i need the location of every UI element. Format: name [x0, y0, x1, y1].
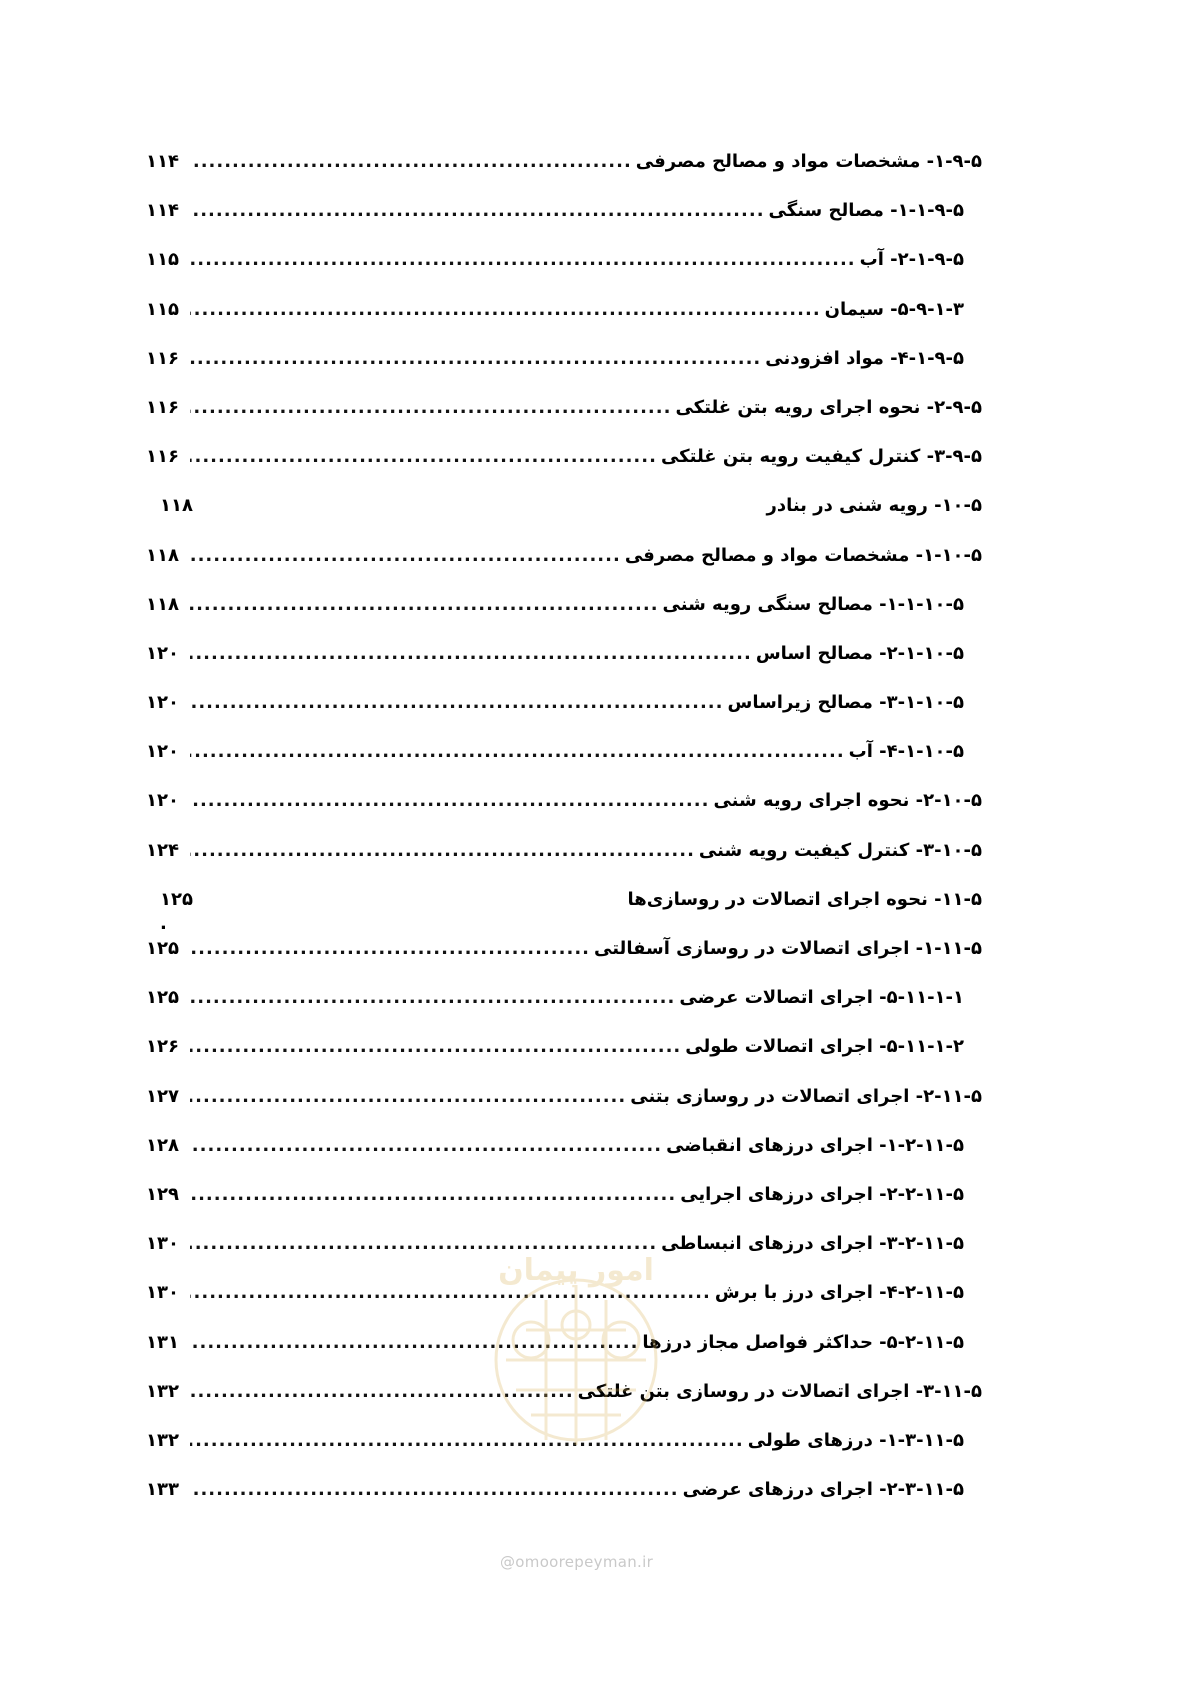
- toc-entry[interactable]: [146, 494, 982, 543]
- toc-entry-title: ۳-۱-۱۰-۵- مصالح زیراساس: [727, 692, 964, 714]
- toc-entry-title: ۱۱-۵- نحوه اجرای اتصالات در روسازی‌ها: [627, 888, 982, 910]
- toc-dot-leader: [190, 642, 752, 666]
- toc-entry-page-number: ۱۳۲: [146, 1429, 179, 1451]
- toc-entry[interactable]: [146, 789, 982, 838]
- toc-entry-title: ۲-۲-۱۱-۵- اجرای درزهای اجرایی: [680, 1183, 964, 1205]
- toc-dot-leader: [190, 1183, 676, 1207]
- toc-dot-leader: [190, 839, 695, 863]
- toc-entry[interactable]: [146, 1478, 982, 1527]
- toc-entry-title: ۵-۱۱-۱-۱- اجرای اتصالات عرضی: [679, 987, 964, 1009]
- toc-entry[interactable]: [146, 888, 982, 937]
- toc-entry-title: ۲-۹-۵- نحوه اجرای رویه بتن غلتکی: [675, 396, 982, 418]
- toc-entry[interactable]: [146, 248, 982, 297]
- toc-entry-title: ۱-۱-۹-۵- مصالح سنگی: [768, 200, 964, 222]
- watermark-url: @omoorepeyman.ir: [500, 1553, 654, 1571]
- toc-dot-leader: [190, 1134, 662, 1158]
- toc-entry-title: ۴-۱-۱۰-۵- آب: [848, 741, 964, 763]
- toc-entry-title: ۱-۳-۱۱-۵- درزهای طولی: [747, 1429, 964, 1451]
- toc-entry-page-number: ۱۲۵ .: [160, 888, 193, 934]
- toc-entry[interactable]: [146, 740, 982, 789]
- toc-entry-page-number: ۱۱۵: [146, 298, 179, 320]
- toc-entry-page-number: ۱۳۱: [146, 1331, 179, 1353]
- toc-entry-page-number: ۱۱۸: [160, 495, 193, 517]
- toc-dot-leader: [190, 593, 659, 617]
- toc-entry-title: ۱-۱۱-۵- اجرای اتصالات در روسازی آسفالتی: [594, 938, 982, 959]
- toc-entry-title: ۴-۱-۹-۵- مواد افزودنی: [765, 347, 964, 369]
- toc-entry-page-number: ۱۲۰: [146, 692, 179, 714]
- toc-entry[interactable]: [146, 347, 982, 396]
- toc-entry-page-number: ۱۱۶: [146, 446, 179, 468]
- toc-entry-title: ۲-۱-۹-۵- آب: [859, 249, 964, 271]
- toc-entry[interactable]: [146, 1134, 982, 1183]
- toc-entry-title: ۴-۲-۱۱-۵- اجرای درز با برش: [714, 1282, 964, 1304]
- watermark-logo-text: امور پیمان: [498, 1253, 654, 1288]
- toc-entry-page-number: ۱۱۸: [146, 593, 179, 615]
- toc-entry-title: ۵-۲-۱۱-۵- حداکثر فواصل مجاز درزها: [642, 1331, 964, 1353]
- toc-entry-title: ۲-۱-۱۰-۵- مصالح اساس: [755, 642, 964, 664]
- toc-entry-page-number: ۱۳۲: [146, 1380, 179, 1402]
- toc-dot-leader: [190, 150, 632, 174]
- toc-entry[interactable]: [146, 1035, 982, 1084]
- toc-entry[interactable]: [146, 298, 982, 347]
- toc-dot-leader: [190, 789, 709, 813]
- toc-dot-leader: [190, 1478, 679, 1502]
- toc-entry[interactable]: [146, 839, 982, 888]
- toc-entry-title: ۵-۹-۱-۳- سیمان: [824, 298, 964, 320]
- toc-entry-page-number: ۱۳۰: [146, 1233, 179, 1255]
- toc-dot-leader: [190, 986, 675, 1010]
- toc-entry[interactable]: [146, 642, 982, 691]
- toc-entry-page-number: ۱۳۳: [146, 1479, 179, 1501]
- toc-entry-page-number: ۱۲۵: [146, 987, 179, 1009]
- toc-dot-leader: [190, 937, 590, 961]
- toc-dot-leader: [190, 298, 821, 322]
- toc-entry-title: ۱-۱-۱۰-۵- مصالح سنگی رویه شنی: [662, 593, 964, 615]
- toc-entry-title: ۳-۱۰-۵- کنترل کیفیت رویه شنی: [698, 839, 982, 861]
- toc-entry-title: ۲-۳-۱۱-۵- اجرای درزهای عرضی: [682, 1479, 964, 1501]
- toc-entry-title: ۲-۱۰-۵- نحوه اجرای رویه شنی: [713, 790, 982, 812]
- toc-entry[interactable]: [146, 1085, 982, 1134]
- toc-entry-page-number: ۱۲۵: [146, 938, 179, 959]
- toc-dot-leader: [190, 691, 723, 715]
- toc-entry-page-number: ۱۲۰: [146, 642, 179, 664]
- toc-entry-title: ۳-۱۱-۵- اجرای اتصالات در روسازی بتن غلتکی: [577, 1380, 982, 1402]
- toc-entry-page-number: ۱۳۰: [146, 1282, 179, 1304]
- toc-dot-leader: [190, 199, 765, 223]
- toc-entry[interactable]: [146, 691, 982, 740]
- toc-entry-page-number: ۱۱۸: [146, 544, 179, 566]
- toc-entry-title: ۵-۱۱-۱-۲- اجرای اتصالات طولی: [685, 1036, 964, 1058]
- toc-entry-page-number: ۱۲۷: [146, 1085, 179, 1107]
- toc-entry-page-number: ۱۲۰: [146, 741, 179, 763]
- toc-entry-title: ۱-۹-۵- مشخصات مواد و مصالح مصرفی: [635, 151, 982, 172]
- toc-dot-leader: [190, 740, 845, 764]
- toc-entry[interactable]: [146, 445, 982, 494]
- toc-entry-page-number: ۱۲۸: [146, 1134, 179, 1156]
- toc-entry-title: ۱-۱۰-۵- مشخصات مواد و مصالح مصرفی: [624, 544, 982, 566]
- toc-entry-page-number: ۱۱۶: [146, 347, 179, 369]
- toc-entry-title: ۳-۲-۱۱-۵- اجرای درزهای انبساطی: [661, 1233, 964, 1255]
- toc-entry[interactable]: [146, 199, 982, 248]
- toc-dot-leader: [190, 248, 856, 272]
- toc-dot-leader: [190, 1035, 681, 1059]
- toc-entry[interactable]: [146, 396, 982, 445]
- toc-entry[interactable]: [146, 937, 982, 986]
- toc-dot-leader: [190, 544, 621, 568]
- toc-entry-page-number: ۱۲۶: [146, 1036, 179, 1058]
- toc-entry-title: ۱-۲-۱۱-۵- اجرای درزهای انقباضی: [666, 1134, 964, 1156]
- toc-entry-title: ۱۰-۵- رویه شنی در بنادر: [766, 495, 982, 517]
- toc-entry-page-number: ۱۱۴: [146, 200, 179, 222]
- toc-entry[interactable]: [146, 593, 982, 642]
- toc-dot-leader: [190, 445, 657, 469]
- toc-entry-page-number: ۱۲۰: [146, 790, 179, 812]
- toc-entry-title: ۳-۹-۵- کنترل کیفیت رویه بتن غلتکی: [660, 446, 982, 468]
- toc-entry-page-number: ۱۱۵: [146, 249, 179, 271]
- toc-entry-title: ۲-۱۱-۵- اجرای اتصالات در روسازی بتنی: [630, 1085, 982, 1107]
- toc-entry-page-number: ۱۱۴: [146, 151, 179, 172]
- toc-entry-page-number: ۱۱۶: [146, 396, 179, 418]
- toc-dot-leader: [190, 396, 671, 420]
- toc-entry-page-number: ۱۲۹: [146, 1183, 179, 1205]
- toc-entry-page-number: ۱۲۴: [146, 839, 179, 861]
- toc-entry[interactable]: [146, 986, 982, 1035]
- watermark-logo: [486, 1210, 666, 1470]
- toc-dot-leader: [190, 347, 761, 371]
- toc-entry[interactable]: [146, 150, 982, 199]
- toc-entry[interactable]: [146, 544, 982, 593]
- toc-dot-leader: [190, 1085, 626, 1109]
